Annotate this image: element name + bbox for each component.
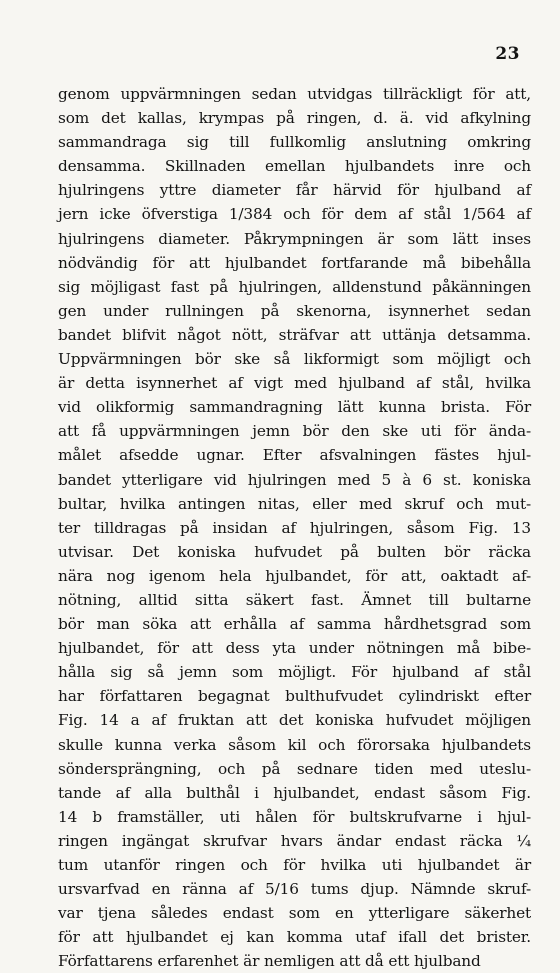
text-line: att få uppvärmningen jemn bör den ske uti för ända- (58, 422, 531, 441)
text-line: bandet ytterligare vid hjulringen med 5 à 6 st. koniska (58, 470, 531, 489)
text-line: som det kallas, krympas på ringen, d. ä. vid afkylning (58, 109, 531, 128)
text-line: var tjena således endast som en ytterligare säkerhet (58, 904, 531, 923)
text-line: densamma. Skillnaden emellan hjulbandets inre och (58, 157, 531, 176)
text-line: bandet blifvit något nött, sträfvar att uttänja detsamma. (58, 325, 531, 344)
text-line: sammandraga sig till fullkomlig anslutning omkring (58, 133, 531, 152)
text-line: tande af alla bulthål i hjulbandet, endast såsom Fig. (58, 783, 531, 802)
text-line: ursvarfvad en ränna af 5/16 tums djup. Nämnde skruf- (58, 880, 531, 899)
text-line: jern icke öfverstiga 1/384 och för dem af stål 1/564 af (58, 205, 531, 224)
text-line: söndersprängning, och på sednare tiden med uteslu- (58, 759, 531, 778)
text-line: sig möjligast fast på hjulringen, alldenstund påkänningen (58, 277, 531, 296)
text-line: Fig. 14 a af fruktan att det koniska hufvudet möjligen (58, 711, 531, 730)
text-line: nära nog igenom hela hjulbandet, för att, oaktadt af- (58, 566, 531, 585)
text-line: för att hjulbandet ej kan komma utaf ifall det brister. (58, 928, 531, 947)
text-line: utvisar. Det koniska hufvudet på bulten bör räcka (58, 542, 531, 561)
text-line: hjulbandet, för att dess yta under nötningen må bibe- (58, 639, 531, 658)
text-line: tum utanför ringen och för hvilka uti hjulbandet är (58, 856, 531, 874)
text-line: ter tilldragas på insidan af hjulringen, såsom Fig. 13 (58, 518, 531, 537)
text-line: bör man söka att erhålla af samma hårdhetsgrad som (58, 615, 531, 634)
body-text (58, 82, 531, 973)
text-line: gen under rullningen på skenorna, isynnerhet sedan (58, 301, 531, 320)
text-line: nödvändig för att hjulbandet fortfarande må bibehålla (58, 253, 531, 272)
text-line: är detta isynnerhet af vigt med hjulband af stål, hvilka (58, 374, 531, 393)
text-line: genom uppvärmningen sedan utvidgas tillräckligt för att, (58, 85, 531, 103)
text-line: skulle kunna verka såsom kil och förorsaka hjulbandets (58, 735, 531, 754)
text-line: ringen ingängat skrufvar hvars ändar endast räcka ¼ (58, 831, 531, 850)
text-line: 14 b framställer, uti hålen för bultskrufvarne i hjul- (58, 807, 531, 826)
text-line: Författarens erfarenhet är nemligen att då ett hjulband (58, 952, 481, 971)
text-line: bultar, hvilka antingen nitas, eller med skruf och mut- (58, 494, 531, 513)
text-line: hjulringens yttre diameter får härvid för hjulband af (58, 181, 531, 200)
page-number: 23 (495, 44, 520, 64)
text-line: hjulringens diameter. Påkrympningen är som lätt inses (58, 229, 531, 248)
text-line: nötning, alltid sitta säkert fast. Ämnet till bultarne (58, 590, 531, 609)
text-line: Uppvärmningen bör ske så likformigt som möjligt och (58, 350, 531, 369)
text-line: har författaren begagnat bulthufvudet cylindriskt efter (58, 687, 531, 706)
text-line: vid olikformig sammandragning lätt kunna brista. För (58, 398, 531, 417)
text-line: hålla sig så jemn som möjligt. För hjulband af stål (58, 663, 531, 682)
text-line: målet afsedde ugnar. Efter afsvalningen fästes hjul- (58, 446, 531, 465)
